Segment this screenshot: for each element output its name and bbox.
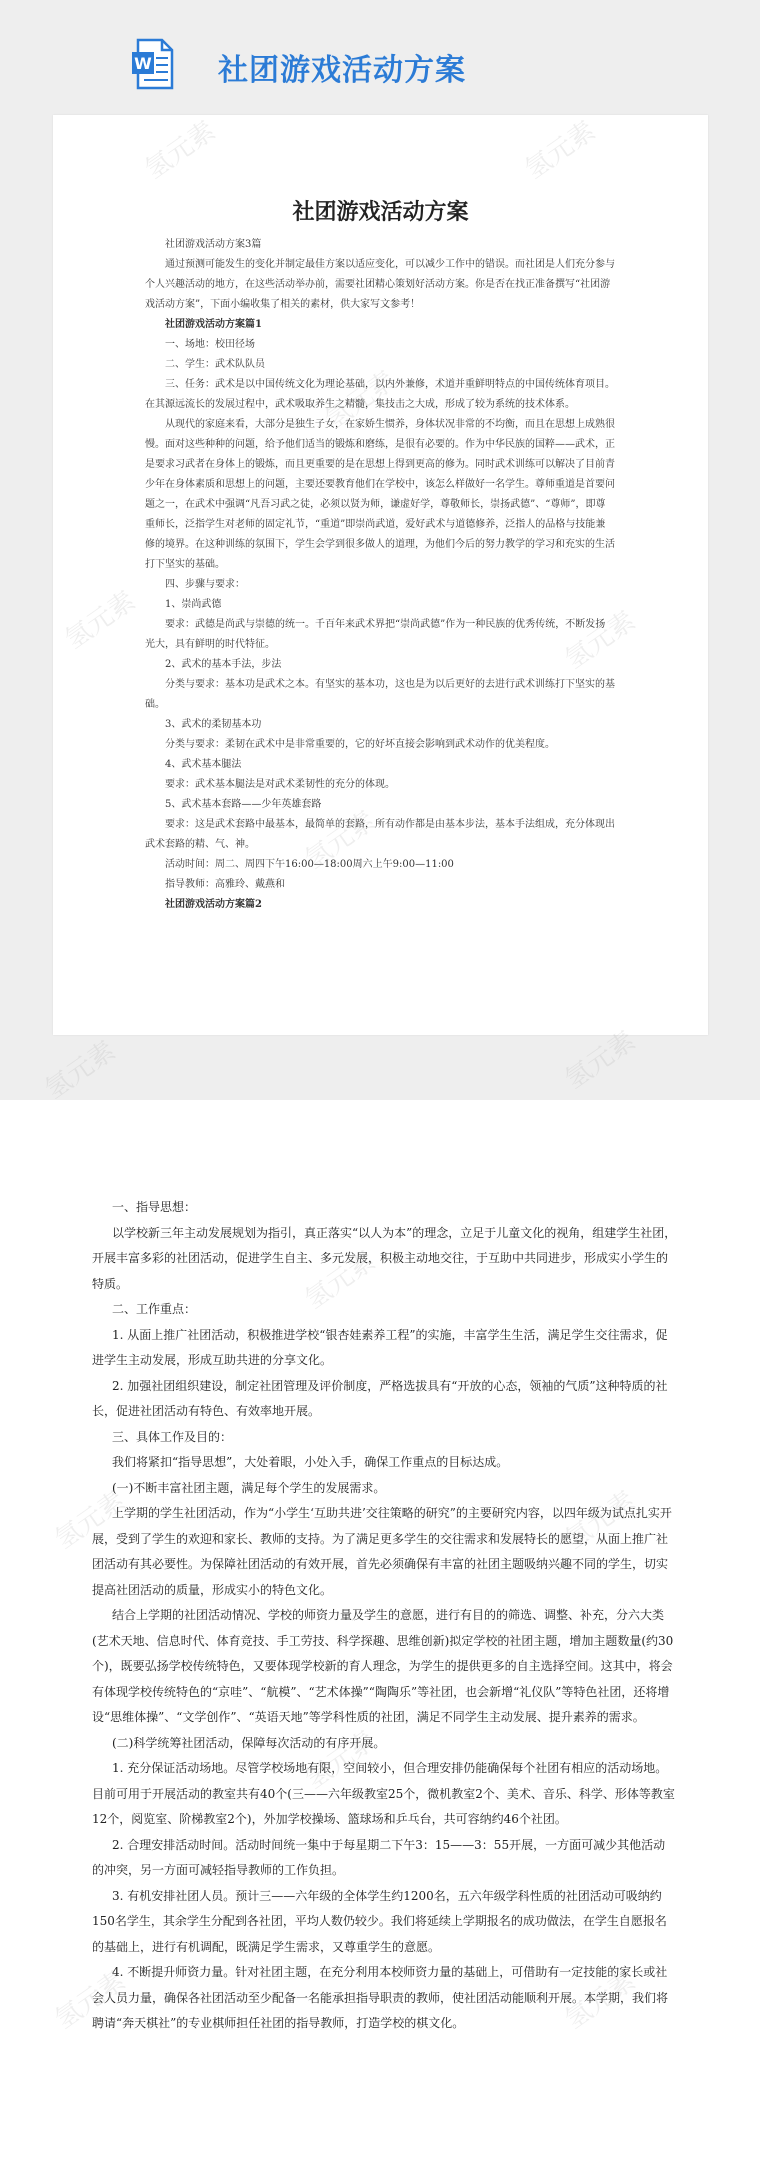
paragraph: 1. 从面上推广社团活动，积极推进学校“银杏娃素养工程”的实施，丰富学生生活，满足学生交往需求，促进学生主动发展，形成互助共进的分享文化。 [92,1327,668,1367]
paragraph: 2. 加强社团组织建设，制定社团管理及评价制度，严格选拔具有“开放的心态，领袖的气质”这种特质的社长，促进社团活动有特色、有效率地开展。 [92,1378,668,1418]
paragraph: 5、武术基本套路——少年英雄套路 [165,799,322,810]
paragraph: 2. 合理安排活动时间。活动时间统一集中于每星期二下午3：15——3：55开展，一方面可减少其他活动的冲突，另一方面可减轻指导教师的工作负担。 [92,1837,666,1877]
word-icon-letter: W [134,54,152,73]
paragraph: 要求：这是武术套路中最基本，最简单的套路，所有动作都是由基本步法，基本手法组成，充分体现出武术套路的精、气、神。 [145,819,615,850]
paragraph: 要求：武德是尚武与崇德的统一。千百年来武术界把“崇尚武德”作为一种民族的优秀传统，不断发扬光大，具有鲜明的时代特征。 [145,619,606,650]
paragraph: 活动时间：周二、周四下午16:00—18:00周六上午9:00—11:00 [165,859,454,870]
paragraph: 以学校新三年主动发展规划为指引，真正落实“以人为本”的理念，立足于儿童文化的视角，组建学生社团，开展丰富多彩的社团活动，促进学生自主、多元发展，积极主动地交往，于互助中共同进步，形成实小学生的特质。 [92,1225,677,1291]
header-title: 社团游戏活动方案 [218,53,466,88]
paragraph: 我们将紧扣“指导思想”，大处着眼，小处入手，确保工作重点的目标达成。 [112,1455,509,1469]
paragraph: 三、任务：武术是以中国传统文化为理论基础，以内外兼修，术道并重鲜明特点的中国传统体育项目。在其源远流长的发展过程中，武术吸取养生之精髓，集技击之大成，形成了较为系统的技术体系。 [145,379,615,410]
paragraph: 结合上学期的社团活动情况、学校的师资力量及学生的意愿，进行有目的的筛选、调整、补充，分六大类(艺术天地、信息时代、体育竞技、手工劳技、科学探趣、思维创新)拟定学校的社团主题，增加主题数量(约30个)，既要弘扬学校传统特色，又要体现学校新的育人理念，为学生的提供更多的自主选择空间。这其中，将会有体现学校传统特色的“京哇”、“航模”、“艺术体操”“陶陶乐”等社团，也会新增“礼仪队”等特色社团，还将增设“思维体操”、“文学创作”、“英语天地”等学科性质的社团，满足不同学生主动发展、提升素养的需求。 [92,1608,674,1724]
paragraph: 3、武术的柔韧基本功 [165,719,262,730]
paragraph: 1. 充分保证活动场地。尽管学校场地有限，空间较小，但合理安排仍能确保每个社团有相应的活动场地。目前可用于开展活动的教室共有40个(三——六年级教室25个，微机教室2个、美术、音乐、科学、形体等教室12个，阅览室、阶梯教室2个)，外加学校操场、篮球场和乒乓台，共可容纳约46个社团。 [92,1761,675,1826]
paragraph: 上学期的学生社团活动，作为“小学生‘互助共进’交往策略的研究”的主要研究内容，以四年级为试点扎实开展，受到了学生的欢迎和家长、教师的支持。为了满足更多学生的交往需求和发展特长的愿望，从面上推广社团活动有其必要性。为保障社团活动的有效开展，首先必须确保有丰富的社团主题吸纳兴趣不同的学生，切实提高社团活动的质量，形成实小的特色文化。 [92,1506,672,1597]
paragraph: (一)不断丰富社团主题，满足每个学生的发展需求。 [112,1480,386,1495]
paragraph: 二、学生：武术队队员 [165,359,265,370]
paragraph: 3. 有机安排社团人员。预计三——六年级的全体学生约1200名，五六年级学科性质的社团活动可吸纳约150名学生，其余学生分配到各社团，平均人数仍较少。我们将延续上学期报名的成功做法，在学生自愿报名的基础上，进行有机调配，既满足学生需求，又尊重学生的意愿。 [92,1888,667,1954]
word-document-icon [132,38,174,90]
document-page-2 [0,1100,760,2178]
paragraph: 一、场地：校田径场 [165,339,255,350]
paragraph: 2、武术的基本手法，步法 [165,659,282,670]
document-page-1 [53,115,708,1035]
paragraph: 指导教师：高雅玲、戴燕和 [165,879,285,890]
paragraph: 分类与要求：基本功是武术之本。有坚实的基本功，这也是为以后更好的去进行武术训练打下坚实的基础。 [145,679,615,710]
paragraph: (二)科学统筹社团活动，保障每次活动的有序开展。 [112,1735,386,1750]
paragraph: 二、工作重点： [112,1302,197,1316]
document-title: 社团游戏活动方案 [292,199,469,225]
paragraph: 社团游戏活动方案3篇 [165,239,262,250]
paragraph: 三、具体工作及目的： [112,1429,233,1444]
paragraph: 从现代的家庭来看，大部分是独生子女，在家娇生惯养，身体状况非常的不均衡，而且在思想上成熟很慢。面对这些种种的问题，给予他们适当的锻炼和磨练，是很有必要的。作为中华民族的国粹——武术，正是要求习武者在身体上的锻炼，而且更重要的是在思想上得到更高的修为。同时武术训练可以解决了目前青少年在身体素质和思想上的问题，主要还要教育他们在学校中，该怎么样做好一名学生。尊师重道是首要问题之一，在武术中强调“凡吾习武之徒，必须以贤为师，谦虚好学，尊敬师长，崇扬武德”、“尊师”，即尊重师长，泛指学生对老师的固定礼节，“重道”即崇尚武道，爱好武术与道德修养，泛指人的品格与技能兼修的境界。在这种训练的氛围下，学生会学到很多做人的道理，为他们今后的努力教学的学习和充实的生活打下坚实的基础。 [145,419,615,570]
section-heading: 社团游戏活动方案篇1 [165,319,262,330]
header [0,0,760,115]
paragraph: 一、指导思想： [112,1200,197,1214]
paragraph: 4. 不断提升师资力量。针对社团主题，在充分利用本校师资力量的基础上，可借助有一定技能的家长或社会人员力量，确保各社团活动至少配备一名能承担指导职责的教师，使社团活动能顺利开展。本学期，我们将聘请“奔天棋社”的专业棋师担任社团的指导教师，打造学校的棋文化。 [92,1965,669,2030]
paragraph: 分类与要求：柔韧在武术中是非常重要的，它的好坏直接会影响到武术动作的优美程度。 [165,739,555,750]
paragraph: 要求：武术基本腿法是对武术柔韧性的充分的体现。 [165,779,395,790]
paragraph: 4、武术基本腿法 [165,759,242,770]
paragraph: 通过预测可能发生的变化并制定最佳方案以适应变化，可以减少工作中的错误。而社团是人们充分参与个人兴趣活动的地方，在这些活动举办前，需要社团精心策划好活动方案。你是否在找正准备撰写“社团游戏活动方案”，下面小编收集了相关的素材，供大家写文参考！ [145,259,615,310]
section-heading: 社团游戏活动方案篇2 [165,899,262,910]
page1-body [145,235,615,915]
paragraph: 1、崇尚武德 [165,599,222,610]
paragraph: 四、步骤与要求： [165,579,245,590]
page2-body [92,1195,677,2037]
